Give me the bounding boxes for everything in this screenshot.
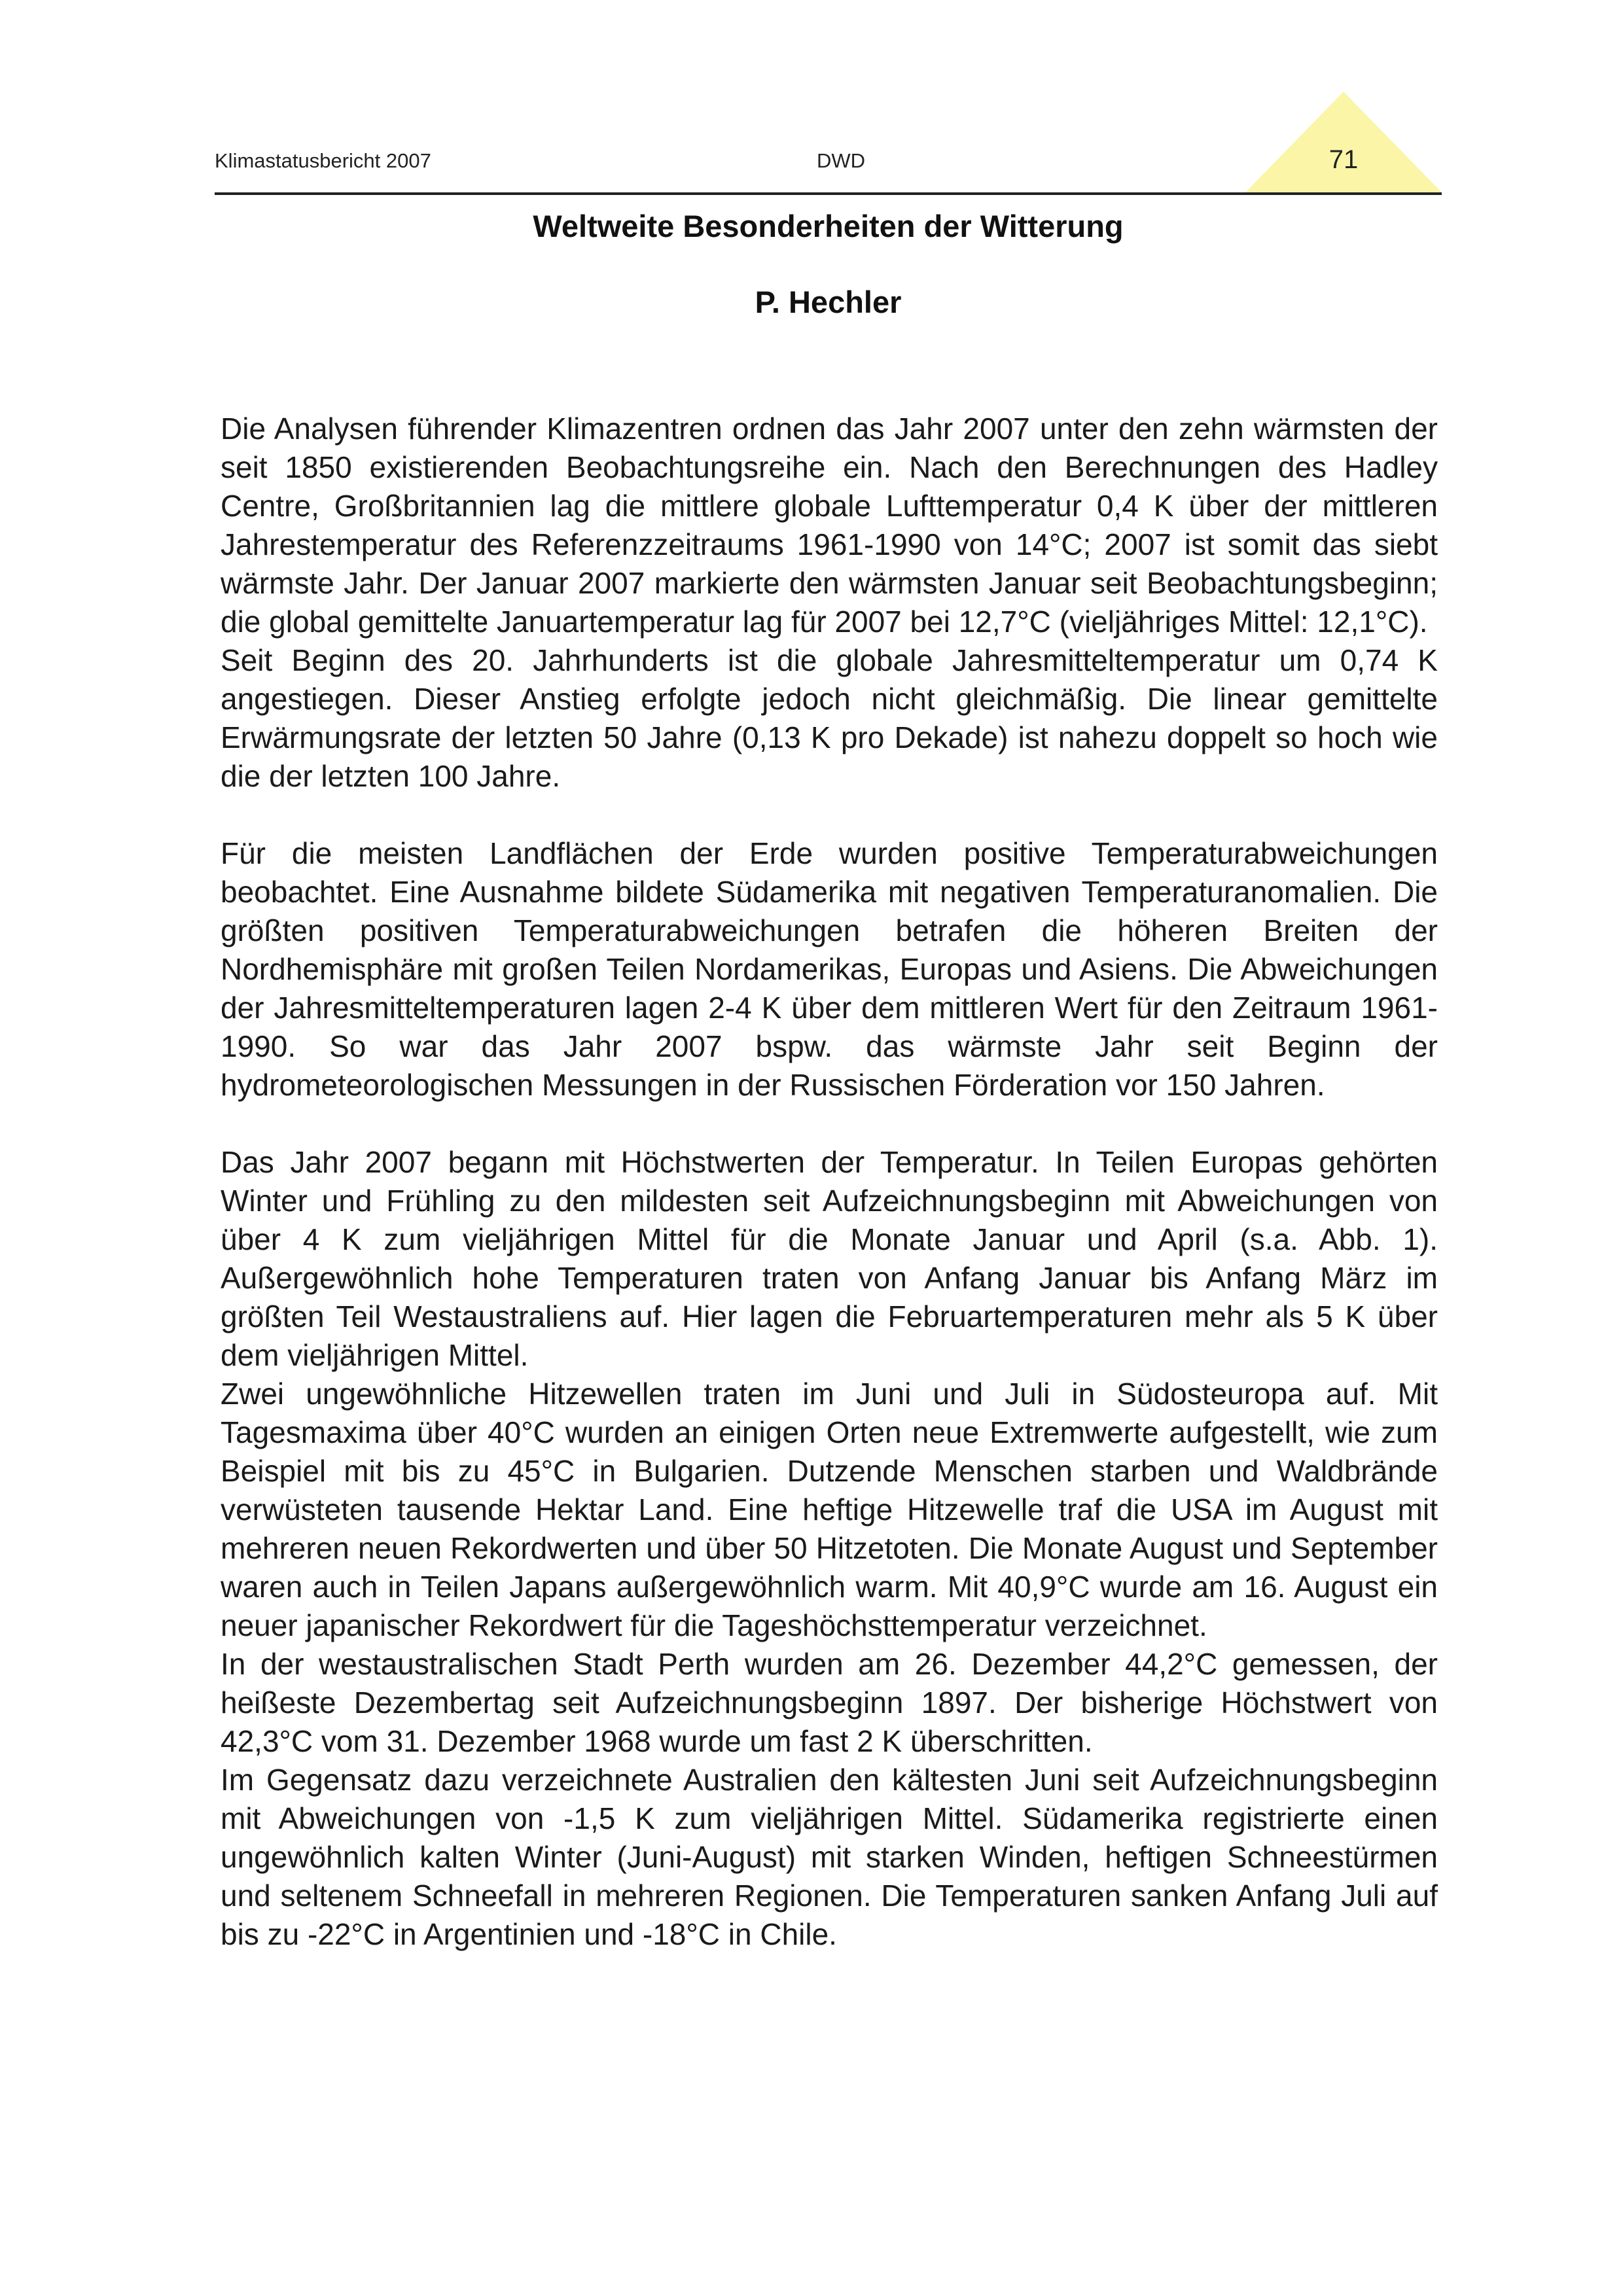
report-name: Klimastatusbericht 2007 xyxy=(215,149,431,172)
page-number-triangle xyxy=(1245,92,1442,192)
header-rule xyxy=(215,192,1442,195)
paragraph: Das Jahr 2007 begann mit Höchstwerten der Temperatur. In Teilen Europas gehörten Winter und Frühling zu den mildesten seit Aufzeichnungsbeginn mit Abweichungen von über 4 K zum vieljährigen Mittel für die Monate Januar und April (s.a. Abb. 1). Außergewöhnlich hohe Temperaturen traten von Anfang Januar bis Anfang März im größten Teil Westaustraliens auf. Hier lagen die Februartemperaturen mehr als 5 K über dem vieljährigen Mittel. xyxy=(221,1145,1438,1372)
article-title: Weltweite Besonderheiten der Witterung xyxy=(533,209,1124,243)
paragraph: In der westaustralischen Stadt Perth wurden am 26. Dezember 44,2°C gemessen, der heißeste Dezembertag seit Aufzeichnungsbeginn 1897. Der bisherige Höchstwert von 42,3°C vom 31. Dezember 1968 wurde um fast 2 K überschritten. xyxy=(221,1647,1438,1758)
paragraph: Zwei ungewöhnliche Hitzewellen traten im Juni und Juli in Südosteuropa auf. Mit Tagesmaxima über 40°C wurden an einigen Orten neue Extremwerte aufgestellt, wie zum Beispiel mit bis zu 45°C in Bulgarien. Dutzende Menschen starben und Waldbrände verwüsteten tausende Hektar Land. Eine heftige Hitzewelle traf die USA im August mit mehreren neuen Rekordwerten und über 50 Hitzetoten. Die Monate August und September waren auch in Teilen Japans außergewöhnlich warm. Mit 40,9°C wurde am 16. August ein neuer japanischer Rekordwert für die Tageshöchsttemperatur verzeichnet. xyxy=(221,1377,1438,1642)
article-body xyxy=(221,410,1438,1954)
paragraph: Im Gegensatz dazu verzeichnete Australien den kältesten Juni seit Aufzeichnungsbeginn mit Abweichungen von -1,5 K zum vieljährigen Mittel. Südamerika registrierte einen ungewöhnlich kalten Winter (Juni-August) mit starken Winden, heftigen Schneestürmen und seltenem Schneefall in mehreren Regionen. Die Temperaturen sanken Anfang Juli auf bis zu -22°C in Argentinien und -18°C in Chile. xyxy=(221,1763,1438,1951)
paragraph: Die Analysen führender Klimazentren ordnen das Jahr 2007 unter den zehn wärmsten der seit 1850 existierenden Beobachtungsreihe ein. Nach den Berechnungen des Hadley Centre, Großbritannien lag die mittlere globale Lufttemperatur 0,4 K über der mittleren Jahrestemperatur des Referenzzeitraums 1961-1990 von 14°C; 2007 ist somit das siebt wärmste Jahr. Der Januar 2007 markierte den wärmsten Januar seit Beobachtungsbeginn; die global gemittelte Januartemperatur lag für 2007 bei 12,7°C (vieljähriges Mittel: 12,1°C). xyxy=(221,412,1438,639)
page-header xyxy=(215,92,1442,195)
article-author: P. Hechler xyxy=(755,285,902,319)
page-number: 71 xyxy=(1329,145,1359,174)
paragraph: Seit Beginn des 20. Jahrhunderts ist die globale Jahresmitteltemperatur um 0,74 K angestiegen. Dieser Anstieg erfolgte jedoch nicht gleichmäßig. Die linear gemittelte Erwärmungsrate der letzten 50 Jahre (0,13 K pro Dekade) ist nahezu doppelt so hoch wie die der letzten 100 Jahre. xyxy=(221,643,1438,793)
publisher: DWD xyxy=(817,149,866,172)
paragraph: Für die meisten Landflächen der Erde wurden positive Temperaturabweichungen beobachtet. Eine Ausnahme bildete Südamerika mit negativen Temperaturanomalien. Die größten positiven Temperaturabweichungen betrafen die höheren Breiten der Nordhemisphäre mit großen Teilen Nordamerikas, Europas und Asiens. Die Abweichungen der Jahresmitteltemperaturen lagen 2-4 K über dem mittleren Wert für den Zeitraum 1961-1990. So war das Jahr 2007 bspw. das wärmste Jahr seit Beginn der hydrometeorologischen Messungen in der Russischen Förderation vor 150 Jahren. xyxy=(221,836,1438,1102)
